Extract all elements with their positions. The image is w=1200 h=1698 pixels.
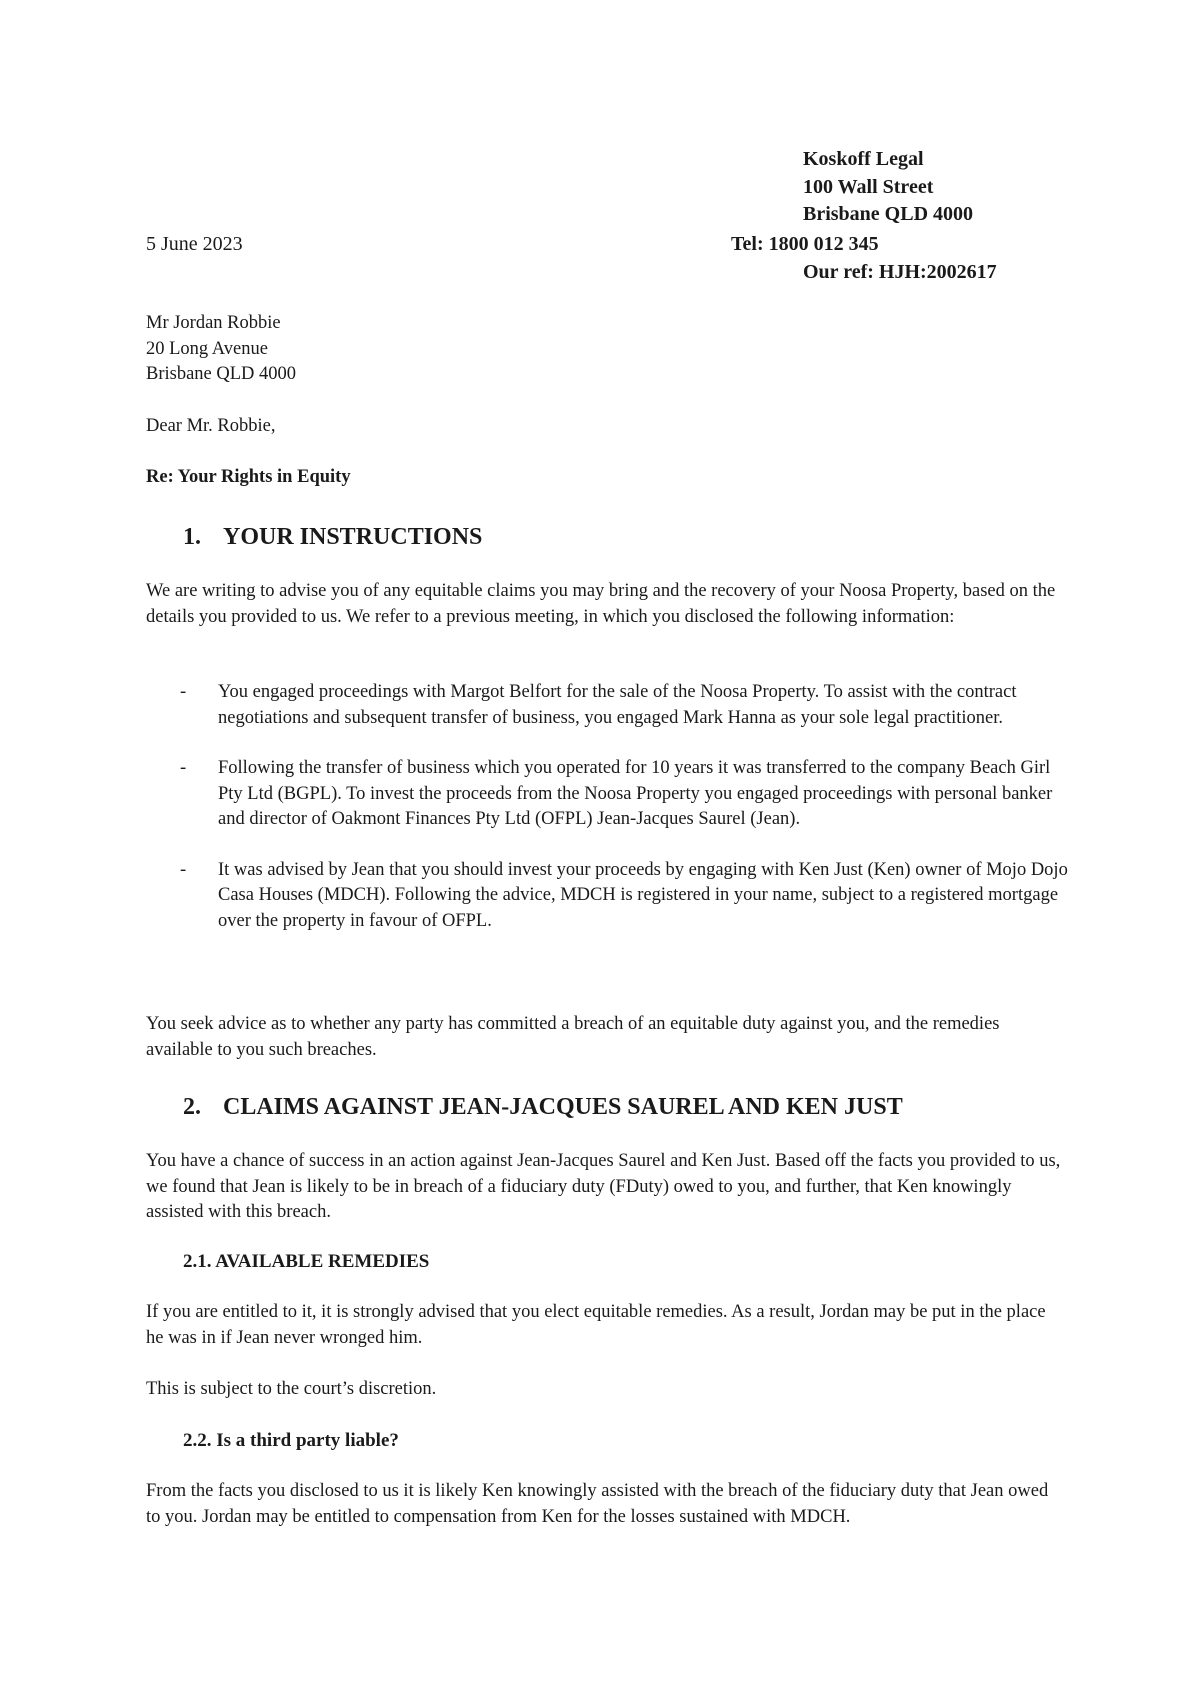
subsection-2-1-heading: 2.1. AVAILABLE REMEDIES (183, 1251, 430, 1272)
sender-address-block (803, 146, 973, 229)
section-2-heading (183, 1092, 903, 1122)
subsection-2-1-paragraph-2: This is subject to the court’s discretion. (146, 1379, 437, 1399)
sender-telephone: Tel: 1800 012 345 (731, 233, 879, 255)
list-item (180, 680, 1070, 731)
recipient-address-block (146, 311, 296, 388)
section-2-intro: You have a chance of success in an action against Jean-Jacques Saurel and Ken Just. Based off the facts you provided to us, we found that Jean is likely to be in breach of a fiduciary duty (FDuty) owed to you, and further, that Ken knowingly assisted with this breach. (146, 1151, 1061, 1222)
subject-line: Re: Your Rights in Equity (146, 467, 351, 487)
section-1-number: 1. (183, 524, 201, 550)
subsection-2-1-paragraph-1: If you are entitled to it, it is strongly advised that you elect equitable remedies. As a result, Jordan may be put in the place he was in if Jean never wronged him. (146, 1302, 1046, 1348)
section-2-number: 2. (183, 1094, 201, 1120)
recipient-street: 20 Long Avenue (146, 338, 268, 359)
salutation: Dear Mr. Robbie, (146, 416, 276, 436)
section-1-closing: You seek advice as to whether any party has committed a breach of an equitable duty against you, and the remedies available to you such breaches. (146, 1014, 1000, 1060)
section-1-intro: We are writing to advise you of any equitable claims you may bring and the recovery of your Noosa Property, based on the details you provided to us. We refer to a previous meeting, in which you disclosed the following information: (146, 581, 1056, 627)
sender-city: Brisbane QLD 4000 (803, 203, 974, 225)
section-2-title: CLAIMS AGAINST JEAN-JACQUES SAUREL AND KEN JUST (223, 1094, 903, 1120)
bullet-dash: - (180, 682, 187, 702)
sender-reference: Our ref: HJH:2002617 (803, 261, 997, 283)
section-1-heading (183, 522, 482, 552)
sender-firm-name: Koskoff Legal (803, 148, 924, 170)
bullet-text: You engaged proceedings with Margot Belfort for the sale of the Noosa Property. To assist with the contract negotiations and subsequent transfer of business, you engaged Mark Hanna as your sole legal practitioner. (218, 682, 1017, 728)
bullet-text: It was advised by Jean that you should invest your proceeds by engaging with Ken Just (Ken) owner of Mojo Dojo Casa Houses (MDCH). Following the advice, MDCH is registered in your name, subject to a registered mortgage over the property in favour of OFPL. (218, 859, 1068, 931)
subsection-2-2-paragraph-1: From the facts you disclosed to us it is likely Ken knowingly assisted with the breach of the fiduciary duty that Jean owed to you. Jordan may be entitled to compensation from Ken for the losses sustained with MDCH. (146, 1481, 1049, 1527)
letter-date: 5 June 2023 (146, 233, 243, 255)
instructions-bullet-list (180, 680, 1070, 934)
list-item (180, 756, 1070, 833)
sender-street: 100 Wall Street (803, 175, 934, 198)
recipient-name: Mr Jordan Robbie (146, 313, 281, 333)
recipient-city: Brisbane QLD 4000 (146, 364, 297, 384)
list-item (180, 858, 1070, 935)
subsection-2-2-heading: 2.2. Is a third party liable? (183, 1430, 399, 1451)
bullet-text: Following the transfer of business which you operated for 10 years it was transferred to the company Beach Girl Pty Ltd (BGPL). To invest the proceeds from the Noosa Property you engaged proceedings with personal banker and director of Oakmont Finances Pty Ltd (OFPL) Jean-Jacques Saurel (Jean). (218, 758, 1053, 829)
bullet-dash: - (180, 758, 187, 778)
section-1-title: YOUR INSTRUCTIONS (223, 524, 483, 550)
bullet-dash: - (180, 859, 187, 880)
